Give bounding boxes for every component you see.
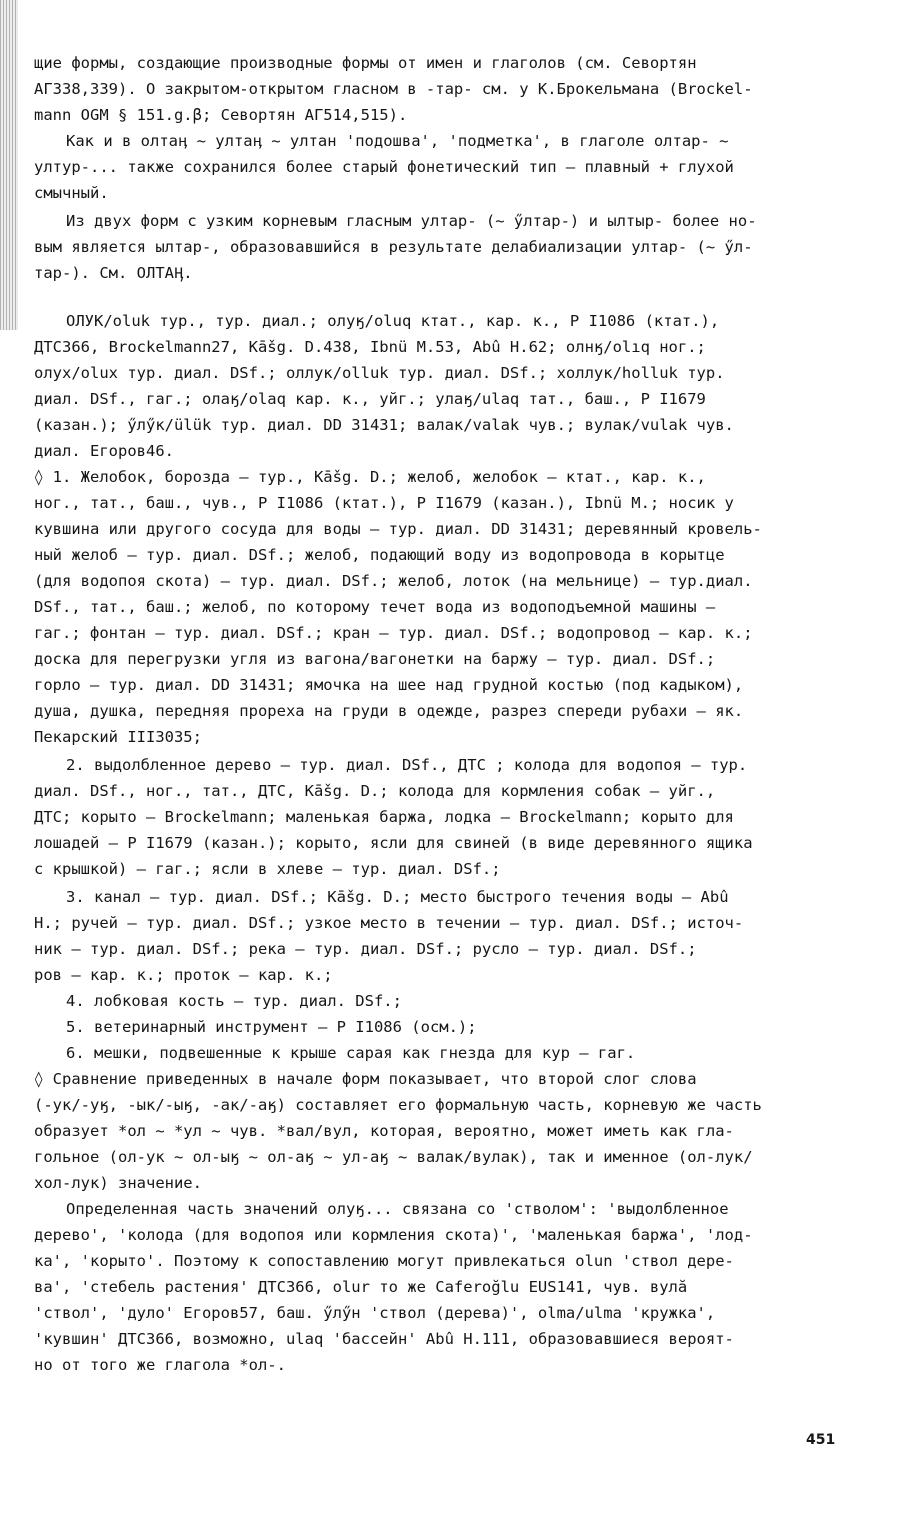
text-line: гольное (ол-ук ~ ол-ыӄ ~ ол-аӄ ~ ул-аӄ ~ валак/вулак), так и именное (ол-лук/ [34, 1148, 753, 1166]
text-line: ка', 'корыто'. Поэтому к сопоставлению могут привлекаться olun 'ствол дере- [34, 1252, 734, 1270]
text-line: ног., тат., баш., чув., Р I1086 (ктат.), Р I1679 (казан.), Ibnü M.; носик у [34, 494, 734, 512]
text-line: ДТС366, Brockelmann27, Kāšg. D.438, Ibnü M.53, Abû H.62; олнӄ/olıq ног.; [34, 338, 706, 356]
text-line: диал. DSf., ног., тат., ДТС, Kāšg. D.; колода для кормления собак – уйг., [34, 782, 716, 800]
text-line: смычный. [34, 184, 109, 202]
text-line: ва', 'стебель растения' ДТС366, olur то же Caferoğlu EUS141, чув. вулă [34, 1278, 688, 1296]
text-line: ров – кар. к.; проток – кар. к.; [34, 966, 333, 984]
text-line: 6. мешки, подвешенные к крыше сарая как гнезда для кур – гаг. [66, 1044, 636, 1062]
text-line: mann OGM § 151.g.β; Севортян АГ514,515). [34, 106, 408, 124]
text-line: хол-лук) значение. [34, 1174, 202, 1192]
text-line: кувшина или другого сосуда для воды – тур. диал. DD 31431; деревянный кровель- [34, 520, 762, 538]
text-line: тар-). См. ОЛТАӉ. [34, 264, 193, 282]
text-line: но от того же глагола *ол-. [34, 1356, 286, 1374]
text-line: Определенная часть значений олуӄ... связана со 'стволом': 'выдолбленное [66, 1200, 729, 1218]
text-line: H.; ручей – тур. диал. DSf.; узкое место в течении – тур. диал. DSf.; источ- [34, 914, 744, 932]
text-line: душа, душка, передняя прореха на груди в одежде, разрез спереди рубахи – як. [34, 702, 744, 720]
text-line: олух/olux тур. диал. DSf.; оллук/olluk тур. диал. DSf.; холлук/holluk тур. [34, 364, 725, 382]
text-line: диал. Егоров46. [34, 442, 174, 460]
text-line: (-ук/-уӄ, -ык/-ыӄ, -ак/-аӄ) составляет его формальную часть, корневую же часть [34, 1096, 762, 1114]
text-line: ултур-... также сохранился более старый фонетический тип – плавный + глухой [34, 158, 734, 176]
text-line: ный желоб – тур. диал. DSf.; желоб, подающий воду из водопровода в корытце [34, 546, 725, 564]
text-line: горло – тур. диал. DD 31431; ямочка на шее над грудной костью (под кадыком), [34, 676, 744, 694]
text-line: ник – тур. диал. DSf.; река – тур. диал. DSf.; русло – тур. диал. DSf.; [34, 940, 697, 958]
text-line: щие формы, создающие производные формы от имен и глаголов (см. Севортян [34, 54, 697, 72]
text-line: Пекарский III3035; [34, 728, 202, 746]
text-line: с крышкой) – гаг.; ясли в хлеве – тур. диал. DSf.; [34, 860, 501, 878]
text-line: ◊ Сравнение приведенных в начале форм показывает, что второй слог слова [34, 1070, 697, 1088]
text-line: 5. ветеринарный инструмент – Р I1086 (осм.); [66, 1018, 477, 1036]
text-line: дерево', 'колода (для водопоя или кормления скота)', 'маленькая баржа', 'лод- [34, 1226, 753, 1244]
text-line: (казан.); ӳлӳк/ülük тур. диал. DD 31431; валак/valak чув.; вулак/vulak чув. [34, 416, 734, 434]
text-line: Как и в олтаӊ ~ ултаӊ ~ ултан 'подошва', 'подметка', в глаголе олтар- ~ [66, 132, 729, 150]
text-line: образует *ол ~ *ул ~ чув. *вал/вул, которая, вероятно, может иметь как гла- [34, 1122, 734, 1140]
text-line: (для водопоя скота) – тур. диал. DSf.; желоб, лоток (на мельнице) – тур.диал. [34, 572, 753, 590]
text-line: ОЛУК/oluk тур., тур. диал.; олуӄ/oluq ктат., кар. к., Р I1086 (ктат.), [66, 312, 720, 330]
text-line: Из двух форм с узким корневым гласным ултар- (~ ӳлтар-) и ылтыр- более но- [66, 212, 757, 230]
text-line: 'ствол', 'дуло' Егоров57, баш. ӳлӳн 'ствол (дерева)', olma/ulma 'кружка', [34, 1304, 716, 1322]
text-line: 'кувшин' ДТС366, возможно, ulaq 'бассейн' Abû H.111, образовавшиеся вероят- [34, 1330, 734, 1348]
text-line: доска для перегрузки угля из вагона/вагонетки на баржу – тур. диал. DSf.; [34, 650, 716, 668]
text-line: 2. выдолбленное дерево – тур. диал. DSf., ДТС ; колода для водопоя – тур. [66, 756, 748, 774]
text-line: вым является ылтар-, образовавшийся в результате делабиализации ултар- (~ ӳл- [34, 238, 753, 256]
text-line: 4. лобковая кость – тур. диал. DSf.; [66, 992, 402, 1010]
text-line: DSf., тат., баш.; желоб, по которому течет вода из водоподъемной машины – [34, 598, 716, 616]
text-line: диал. DSf., гаг.; олаӄ/olaq кар. к., уйг.; улаӄ/ulaq тат., баш., Р I1679 [34, 390, 706, 408]
page-number: 451 [806, 1432, 836, 1448]
text-line: лошадей – Р I1679 (казан.); корыто, ясли для свиней (в виде деревянного ящика [34, 834, 753, 852]
text-line: 3. канал – тур. диал. DSf.; Kāšg. D.; место быстрого течения воды – Abû [66, 888, 729, 906]
text-line: ДТС; корыто – Brockelmann; маленькая баржа, лодка – Brockelmann; корыто для [34, 808, 734, 826]
text-line: АГ338,339). О закрытом-открытом гласном в -тар- см. у К.Брокельмана (Brockel- [34, 80, 753, 98]
text-line: ◊ 1. Желобок, борозда – тур., Kāšg. D.; желоб, желобок – ктат., кар. к., [34, 468, 706, 486]
text-line: гаг.; фонтан – тур. диал. DSf.; кран – тур. диал. DSf.; водопровод – кар. к.; [34, 624, 753, 642]
